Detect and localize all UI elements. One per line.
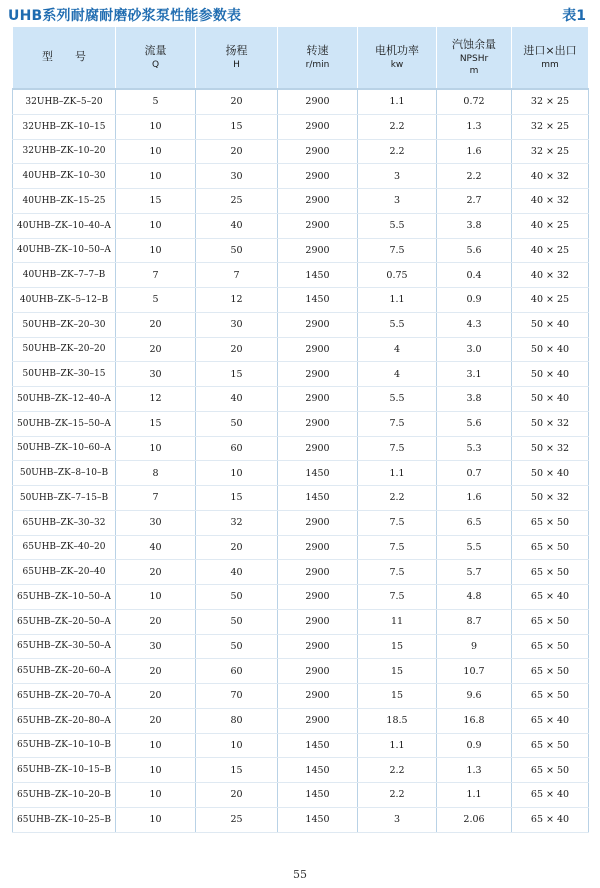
value-cell: 2900 [278,139,358,164]
value-cell: 2900 [278,659,358,684]
table-row [13,733,589,758]
table-body [13,89,589,832]
value-cell: 10 [116,807,196,832]
table-row [13,609,589,634]
value-cell: 10 [116,139,196,164]
value-cell: 20 [116,337,196,362]
table-row [13,783,589,808]
value-cell: 50 [196,634,278,659]
value-cell: 1.1 [437,783,512,808]
table-row [13,560,589,585]
value-cell: 0.7 [437,461,512,486]
value-cell: 50 [196,585,278,610]
value-cell: 65 × 50 [512,634,589,659]
value-cell: 10 [116,733,196,758]
column-header [437,27,512,89]
column-header-name: 进口×出口 [523,43,577,57]
value-cell: 2900 [278,362,358,387]
value-cell: 50 × 40 [512,312,589,337]
value-cell: 30 [196,312,278,337]
column-header [358,27,437,89]
parameter-table-container [12,27,588,833]
column-header-unit: Q [151,59,160,70]
value-cell: 5.3 [437,436,512,461]
value-cell: 40 × 25 [512,213,589,238]
table-row [13,535,589,560]
value-cell: 5.6 [437,411,512,436]
value-cell: 15 [116,411,196,436]
value-cell: 5.6 [437,238,512,263]
value-cell: 0.4 [437,263,512,288]
table-row [13,510,589,535]
model-cell: 50UHB–ZK–7–15–B [13,486,116,511]
value-cell: 2900 [278,89,358,114]
table-row [13,189,589,214]
table-row [13,807,589,832]
model-cell: 32UHB–ZK–10–20 [13,139,116,164]
value-cell: 1.1 [358,733,437,758]
value-cell: 9 [437,634,512,659]
value-cell: 5.5 [358,387,437,412]
value-cell: 7 [196,263,278,288]
value-cell: 30 [196,164,278,189]
value-cell: 50 × 40 [512,362,589,387]
model-cell: 65UHB–ZK–10–25–B [13,807,116,832]
value-cell: 65 × 40 [512,783,589,808]
value-cell: 10 [196,733,278,758]
value-cell: 65 × 40 [512,807,589,832]
value-cell: 1450 [278,783,358,808]
value-cell: 40 × 32 [512,263,589,288]
value-cell: 2900 [278,510,358,535]
model-cell: 65UHB–ZK–10–10–B [13,733,116,758]
model-cell: 50UHB–ZK–8–10–B [13,461,116,486]
value-cell: 15 [196,758,278,783]
model-cell: 65UHB–ZK–20–60–A [13,659,116,684]
value-cell: 0.9 [437,288,512,313]
value-cell: 65 × 40 [512,708,589,733]
model-cell: 65UHB–ZK–20–80–A [13,708,116,733]
value-cell: 50 [196,609,278,634]
model-cell: 65UHB–ZK–10–20–B [13,783,116,808]
value-cell: 32 × 25 [512,139,589,164]
value-cell: 16.8 [437,708,512,733]
table-row [13,337,589,362]
value-cell: 15 [358,659,437,684]
value-cell: 2900 [278,708,358,733]
value-cell: 20 [116,684,196,709]
value-cell: 2900 [278,189,358,214]
model-cell: 65UHB–ZK–20–70–A [13,684,116,709]
value-cell: 10.7 [437,659,512,684]
model-cell: 40UHB–ZK–10–50–A [13,238,116,263]
value-cell: 60 [196,436,278,461]
header-row [13,27,589,89]
page-title: UHB系列耐腐耐磨砂浆泵性能参数表 [8,8,242,24]
value-cell: 65 × 50 [512,560,589,585]
value-cell: 1.3 [437,758,512,783]
value-cell: 7 [116,263,196,288]
model-cell: 65UHB–ZK–10–15–B [13,758,116,783]
value-cell: 1.3 [437,114,512,139]
value-cell: 15 [358,634,437,659]
value-cell: 50 [196,238,278,263]
table-row [13,585,589,610]
value-cell: 2900 [278,387,358,412]
value-cell: 65 × 50 [512,659,589,684]
value-cell: 15 [196,362,278,387]
model-cell: 50UHB–ZK–20–20 [13,337,116,362]
value-cell: 2900 [278,213,358,238]
table-row [13,288,589,313]
value-cell: 40 × 32 [512,189,589,214]
value-cell: 1.1 [358,89,437,114]
value-cell: 32 × 25 [512,114,589,139]
value-cell: 5 [116,288,196,313]
value-cell: 2900 [278,684,358,709]
value-cell: 30 [116,634,196,659]
value-cell: 7.5 [358,510,437,535]
value-cell: 4 [358,362,437,387]
value-cell: 40 [116,535,196,560]
value-cell: 50 [196,411,278,436]
value-cell: 40 [196,387,278,412]
value-cell: 2900 [278,436,358,461]
value-cell: 7.5 [358,436,437,461]
value-cell: 10 [116,783,196,808]
value-cell: 1.6 [437,139,512,164]
model-cell: 50UHB–ZK–15–50–A [13,411,116,436]
model-cell: 40UHB–ZK–15–25 [13,189,116,214]
value-cell: 3.8 [437,387,512,412]
value-cell: 20 [196,337,278,362]
column-header-unit: NPSHr m [459,53,489,76]
value-cell: 65 × 50 [512,510,589,535]
value-cell: 65 × 50 [512,684,589,709]
value-cell: 65 × 50 [512,609,589,634]
value-cell: 6.5 [437,510,512,535]
column-header [512,27,589,89]
value-cell: 0.75 [358,263,437,288]
value-cell: 15 [196,114,278,139]
value-cell: 7.5 [358,585,437,610]
value-cell: 10 [116,164,196,189]
table-row [13,139,589,164]
column-header [196,27,278,89]
table-row [13,263,589,288]
value-cell: 2900 [278,535,358,560]
value-cell: 4.8 [437,585,512,610]
value-cell: 25 [196,189,278,214]
value-cell: 40 [196,560,278,585]
value-cell: 3 [358,807,437,832]
value-cell: 1450 [278,807,358,832]
value-cell: 2900 [278,312,358,337]
value-cell: 2900 [278,164,358,189]
model-cell: 65UHB–ZK–30–50–A [13,634,116,659]
value-cell: 20 [116,609,196,634]
value-cell: 2900 [278,609,358,634]
model-cell: 50UHB–ZK–12–40–A [13,387,116,412]
model-cell: 65UHB–ZK–20–40 [13,560,116,585]
model-cell: 40UHB–ZK–10–30 [13,164,116,189]
value-cell: 5.5 [437,535,512,560]
value-cell: 20 [196,783,278,808]
column-header [278,27,358,89]
table-row [13,362,589,387]
value-cell: 18.5 [358,708,437,733]
value-cell: 50 × 40 [512,461,589,486]
value-cell: 2900 [278,634,358,659]
value-cell: 3.0 [437,337,512,362]
value-cell: 40 × 25 [512,288,589,313]
value-cell: 2900 [278,114,358,139]
parameter-table [12,27,589,833]
value-cell: 2900 [278,337,358,362]
value-cell: 1.6 [437,486,512,511]
value-cell: 4.3 [437,312,512,337]
value-cell: 3.1 [437,362,512,387]
value-cell: 1450 [278,733,358,758]
column-header-unit: mm [541,59,559,70]
table-row [13,634,589,659]
value-cell: 7.5 [358,238,437,263]
value-cell: 15 [196,486,278,511]
value-cell: 65 × 40 [512,585,589,610]
table-row [13,758,589,783]
page-number: 55 [293,868,307,881]
table-row [13,436,589,461]
value-cell: 32 [196,510,278,535]
table-row [13,659,589,684]
value-cell: 5.5 [358,312,437,337]
table-label: 表1 [562,8,586,24]
value-cell: 2.2 [358,758,437,783]
value-cell: 50 × 32 [512,436,589,461]
value-cell: 2.2 [358,486,437,511]
column-header-unit: r/min [305,59,330,70]
table-row [13,387,589,412]
value-cell: 2900 [278,560,358,585]
value-cell: 2.2 [358,783,437,808]
model-cell: 40UHB–ZK–5–12–B [13,288,116,313]
column-header [116,27,196,89]
table-row [13,89,589,114]
value-cell: 30 [116,362,196,387]
value-cell: 20 [196,89,278,114]
column-header-unit: kw [390,59,404,70]
value-cell: 20 [116,560,196,585]
value-cell: 2900 [278,238,358,263]
value-cell: 60 [196,659,278,684]
value-cell: 40 × 32 [512,164,589,189]
value-cell: 3.8 [437,213,512,238]
value-cell: 10 [196,461,278,486]
table-row [13,461,589,486]
value-cell: 1450 [278,461,358,486]
model-cell: 65UHB–ZK–40–20 [13,535,116,560]
value-cell: 11 [358,609,437,634]
value-cell: 1450 [278,486,358,511]
value-cell: 10 [116,436,196,461]
value-cell: 0.9 [437,733,512,758]
column-header-name: 电机功率 [375,43,419,57]
value-cell: 2.2 [358,114,437,139]
value-cell: 10 [116,585,196,610]
column-header-name: 流量 [144,43,167,57]
column-header [13,27,116,89]
table-row [13,486,589,511]
value-cell: 5.7 [437,560,512,585]
value-cell: 15 [116,189,196,214]
value-cell: 3 [358,189,437,214]
value-cell: 0.72 [437,89,512,114]
value-cell: 2900 [278,411,358,436]
value-cell: 1.1 [358,461,437,486]
value-cell: 40 [196,213,278,238]
value-cell: 65 × 50 [512,733,589,758]
table-row [13,114,589,139]
column-header-name: 扬程 [225,43,248,57]
table-row [13,213,589,238]
value-cell: 2900 [278,585,358,610]
value-cell: 65 × 50 [512,535,589,560]
value-cell: 32 × 25 [512,89,589,114]
value-cell: 2.7 [437,189,512,214]
value-cell: 7.5 [358,411,437,436]
value-cell: 50 × 40 [512,387,589,412]
value-cell: 3 [358,164,437,189]
value-cell: 12 [196,288,278,313]
value-cell: 7 [116,486,196,511]
value-cell: 7.5 [358,535,437,560]
model-cell: 65UHB–ZK–10–50–A [13,585,116,610]
value-cell: 1450 [278,263,358,288]
value-cell: 25 [196,807,278,832]
value-cell: 50 × 32 [512,411,589,436]
table-row [13,164,589,189]
value-cell: 1450 [278,288,358,313]
value-cell: 80 [196,708,278,733]
value-cell: 20 [196,139,278,164]
value-cell: 10 [116,114,196,139]
value-cell: 15 [358,684,437,709]
value-cell: 5.5 [358,213,437,238]
value-cell: 5 [116,89,196,114]
value-cell: 8.7 [437,609,512,634]
value-cell: 10 [116,758,196,783]
value-cell: 50 × 32 [512,486,589,511]
value-cell: 30 [116,510,196,535]
model-cell: 40UHB–ZK–10–40–A [13,213,116,238]
value-cell: 40 × 25 [512,238,589,263]
model-cell: 50UHB–ZK–10–60–A [13,436,116,461]
model-cell: 50UHB–ZK–20–30 [13,312,116,337]
value-cell: 2.06 [437,807,512,832]
value-cell: 65 × 50 [512,758,589,783]
model-cell: 32UHB–ZK–5–20 [13,89,116,114]
value-cell: 8 [116,461,196,486]
model-cell: 40UHB–ZK–7–7–B [13,263,116,288]
value-cell: 50 × 40 [512,337,589,362]
value-cell: 10 [116,238,196,263]
value-cell: 20 [196,535,278,560]
value-cell: 20 [116,708,196,733]
table-header [13,27,589,89]
table-row [13,708,589,733]
table-row [13,238,589,263]
value-cell: 1.1 [358,288,437,313]
model-cell: 65UHB–ZK–20–50–A [13,609,116,634]
value-cell: 1450 [278,758,358,783]
model-cell: 50UHB–ZK–30–15 [13,362,116,387]
value-cell: 20 [116,659,196,684]
column-header-name: 汽蚀余量 [452,37,496,51]
model-cell: 65UHB–ZK–30–32 [13,510,116,535]
table-row [13,684,589,709]
table-row [13,312,589,337]
value-cell: 4 [358,337,437,362]
value-cell: 70 [196,684,278,709]
value-cell: 9.6 [437,684,512,709]
value-cell: 10 [116,213,196,238]
model-cell: 32UHB–ZK–10–15 [13,114,116,139]
value-cell: 12 [116,387,196,412]
column-header-unit: H [233,59,240,70]
value-cell: 2.2 [437,164,512,189]
column-header-name: 转速 [306,43,329,57]
value-cell: 2.2 [358,139,437,164]
value-cell: 7.5 [358,560,437,585]
table-row [13,411,589,436]
value-cell: 20 [116,312,196,337]
column-header-name: 型 号 [42,49,86,63]
